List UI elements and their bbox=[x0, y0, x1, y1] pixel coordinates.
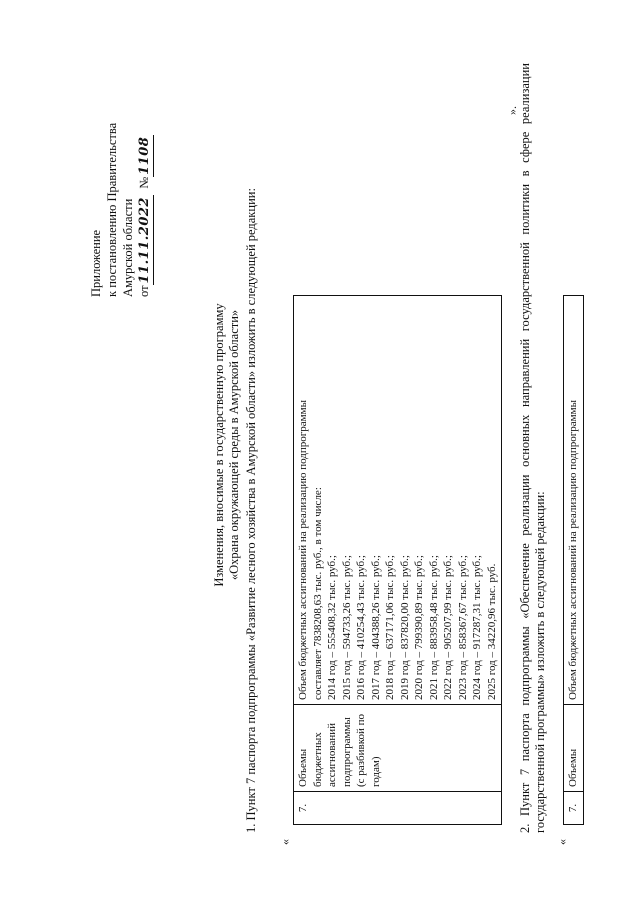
row-number: 7. bbox=[564, 792, 584, 825]
approval-block bbox=[88, 123, 154, 297]
date-handwritten: 11.11.2022 bbox=[137, 197, 152, 284]
value-line: 2020 год – 799390,89 тыс. руб.; bbox=[413, 555, 425, 700]
label-line: Объемы bbox=[297, 748, 309, 787]
label-line: подпрограммы bbox=[340, 717, 353, 787]
row-label bbox=[294, 705, 502, 792]
approval-line-1: Приложение bbox=[89, 229, 103, 297]
value-line: 2023 год – 858367,67 тыс. руб.; bbox=[456, 555, 469, 700]
label-line: ассигнований bbox=[326, 722, 338, 787]
document-title bbox=[212, 185, 242, 705]
value-line: 2017 год – 404388,26 тыс. руб.; bbox=[369, 555, 382, 700]
value-line: 2018 год – 637171,06 тыс. руб.; bbox=[384, 555, 396, 700]
number-handwritten: 1108 bbox=[137, 136, 152, 175]
label-line: бюджетных bbox=[311, 732, 324, 787]
number-prefix: № bbox=[137, 176, 151, 189]
row-label: Объемы bbox=[564, 705, 584, 792]
item-2-passport-table bbox=[563, 295, 584, 825]
value-line: 2024 год – 917287,31 тыс. руб.; bbox=[471, 555, 483, 700]
value-line: 2015 год – 594733,26 тыс. руб.; bbox=[340, 555, 353, 700]
value-line: 2025 год – 34220,96 тыс. руб. bbox=[485, 563, 498, 700]
item-1-text: 1. Пункт 7 паспорта подпрограммы «Развитие лесного хозяйства в Амурской области» изложить в следующей редакции: bbox=[244, 188, 258, 833]
value-line: 2016 год – 410254,43 тыс. руб.; bbox=[355, 555, 367, 700]
row-value: Объем бюджетных ассигнований на реализацию подпрограммы bbox=[564, 296, 584, 705]
value-line: 2019 год – 837820,00 тыс. руб.; bbox=[398, 555, 411, 700]
table-row bbox=[564, 296, 584, 825]
row-value bbox=[294, 296, 502, 705]
label-line: (с разбивкой по bbox=[355, 713, 367, 787]
approval-date-line bbox=[136, 123, 154, 297]
item-1-quote-open: « bbox=[278, 839, 292, 845]
item-1-passport-table bbox=[293, 295, 502, 825]
item-2-text: 2. Пункт 7 паспорта подпрограммы «Обеспечение реализации основных направлений государственной политики в сфере реализации государственной программы» изложить в следующей редакции: bbox=[518, 63, 547, 833]
label-line: годам) bbox=[369, 756, 382, 787]
value-line: Объем бюджетных ассигнований на реализацию подпрограммы bbox=[297, 400, 309, 700]
value-line: 2021 год – 883958,48 тыс. руб.; bbox=[427, 555, 440, 700]
item-1-quote-close: ». bbox=[505, 106, 519, 115]
approval-line-3: Амурской области bbox=[121, 198, 135, 297]
value-line: 2014 год – 555408,32 тыс. руб.; bbox=[326, 555, 338, 700]
date-prefix: от bbox=[137, 285, 151, 297]
row-number: 7. bbox=[294, 792, 502, 825]
approval-line-2: к постановлению Правительства bbox=[105, 122, 119, 297]
item-2-quote-open: « bbox=[555, 839, 569, 845]
table-row bbox=[294, 296, 502, 825]
title-line-2: «Охрана окружающей среды в Амурской области» bbox=[227, 309, 241, 581]
title-line-1: Изменения, вносимые в государственную программу bbox=[212, 303, 226, 587]
value-line: 2022 год – 905207,99 тыс. руб.; bbox=[442, 555, 454, 700]
value-line: составляет 7838208,63 тыс. руб., в том числе: bbox=[311, 487, 324, 700]
